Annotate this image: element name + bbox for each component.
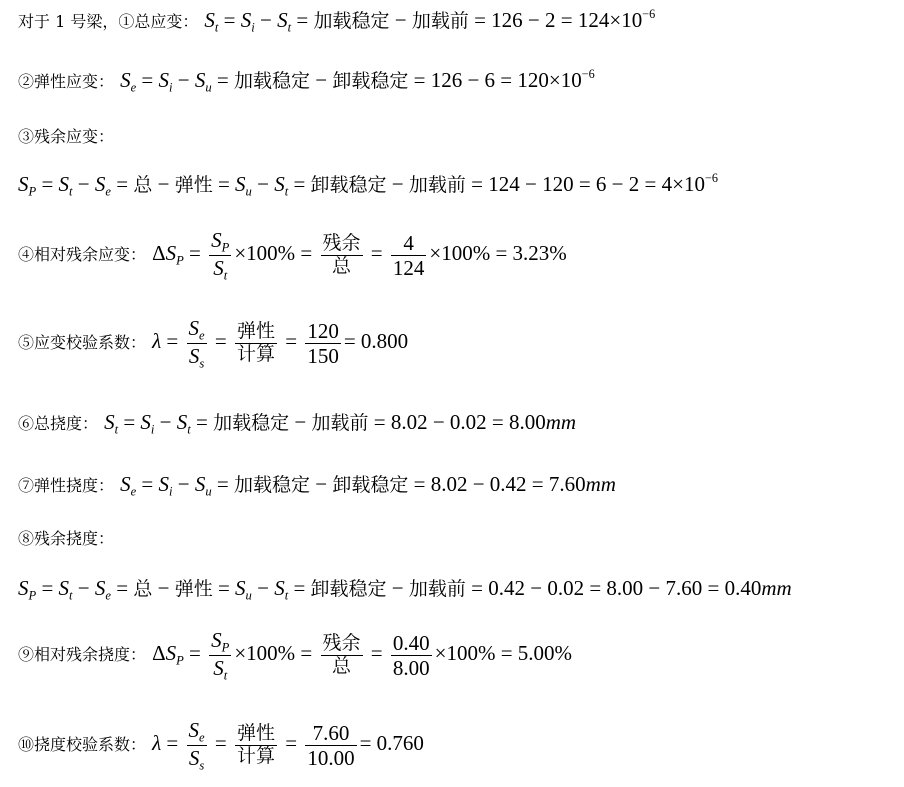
relative-residual-strain-result: ×100% = 3.23% xyxy=(429,241,567,266)
total-strain-label: ①总应变： xyxy=(118,12,199,31)
elastic-deflection-calc: 8.02 − 0.42 = 7.60 xyxy=(430,472,586,496)
residual-deflection-heading: ⑧残余挠度： xyxy=(18,529,115,548)
residual-deflection-calc: 0.42 − 0.02 = 8.00 − 7.60 = 0.40 xyxy=(488,576,762,600)
relative-residual-strain-line: ④相对残余应变： $\Delta S_P$ = $\frac{S_P}{S_t}$ ×100% = $\frac{\text{残余}}{\text{总}}$ = $\frac{4}{124}$ ×100% = 3.23% xyxy=(18,228,567,283)
elastic-strain-calc: 126 − 6 = 120×10 xyxy=(430,68,582,92)
relative-residual-deflection-result: ×100% = 5.00% xyxy=(434,641,573,666)
strain-check-coefficient-line: ⑤应变校验系数： λ = $\frac{S_e}{S_s}$ = $\frac{\text{弹性}}{\text{计算}}$ = $\frac{120}{150}$ = 0.800 xyxy=(18,316,409,371)
strain-check-coefficient-result: = 0.800 xyxy=(343,329,409,354)
deflection-check-coefficient-result: = 0.760 xyxy=(359,731,424,756)
strain-check-coefficient-label: ⑤应变校验系数： xyxy=(18,333,147,353)
elastic-strain-line: ②弹性应变： $S_e = S_i - S_u$ = 加载稳定 − 卸载稳定 = $126 - 6 = 120\times 10^{-6}$ xyxy=(18,66,595,95)
deflection-check-coefficient-label: ⑩挠度校验系数： xyxy=(18,735,147,755)
relative-residual-deflection-line: ⑨相对残余挠度： $\Delta S_P$ = $\frac{S_P}{S_t}$ ×100% = $\frac{\text{残余}}{\text{总}}$ = $\frac{0.40}{8.00}$ ×100% = 5.00% xyxy=(18,628,573,683)
elastic-deflection-label: ⑦弹性挠度： xyxy=(18,476,115,495)
residual-strain-calc: 124 − 120 = 6 − 2 = 4×10 xyxy=(488,172,705,196)
relative-residual-strain-label: ④相对残余应变： xyxy=(18,245,147,265)
deflection-check-coefficient-line: ⑩挠度校验系数： λ = $\frac{S_e}{S_s}$ = $\frac{\text{弹性}}{\text{计算}}$ = $\frac{7.60}{10.00}$ = 0.760 xyxy=(18,718,424,773)
total-deflection-label: ⑥总挠度： xyxy=(18,414,99,433)
intro-text: 对于 1 号梁， xyxy=(18,12,119,31)
residual-strain-heading: ③残余应变： xyxy=(18,127,115,146)
elastic-deflection-line: ⑦弹性挠度： $S_e = S_i - S_u$ = 加载稳定 − 卸载稳定 = 8.02 − 0.42 = 7.60mm xyxy=(18,472,616,499)
total-strain-line: 对于 1 号梁，①总应变： $S_t = S_i - S_t$ = 加载稳定 − 加载前 = $126 - 2 = 124\times 10^{-6}$ xyxy=(18,6,656,35)
residual-strain-formula: $S_P = S_t - S_e$ = 总 − 弹性 = $S_u - S_t$ = 卸载稳定 − 加载前 = $124 - 120 = 6 - 2 = 4\times 10^{-6}$ xyxy=(18,170,718,199)
elastic-strain-label: ②弹性应变： xyxy=(18,72,115,91)
relative-residual-deflection-label: ⑨相对残余挠度： xyxy=(18,645,147,665)
residual-deflection-formula: $S_P = S_t - S_e$ = 总 − 弹性 = $S_u - S_t$ = 卸载稳定 − 加载前 = 0.42 − 0.02 = 8.00 − 7.60 = 0.40mm xyxy=(18,576,792,603)
total-deflection-calc: 8.02 − 0.02 = 8.00 xyxy=(390,410,546,434)
total-deflection-line: ⑥总挠度： $S_t = S_i - S_t$ = 加载稳定 − 加载前 = 8.02 − 0.02 = 8.00mm xyxy=(18,410,577,437)
total-strain-calc: 126 − 2 = 124×10 xyxy=(491,8,643,32)
